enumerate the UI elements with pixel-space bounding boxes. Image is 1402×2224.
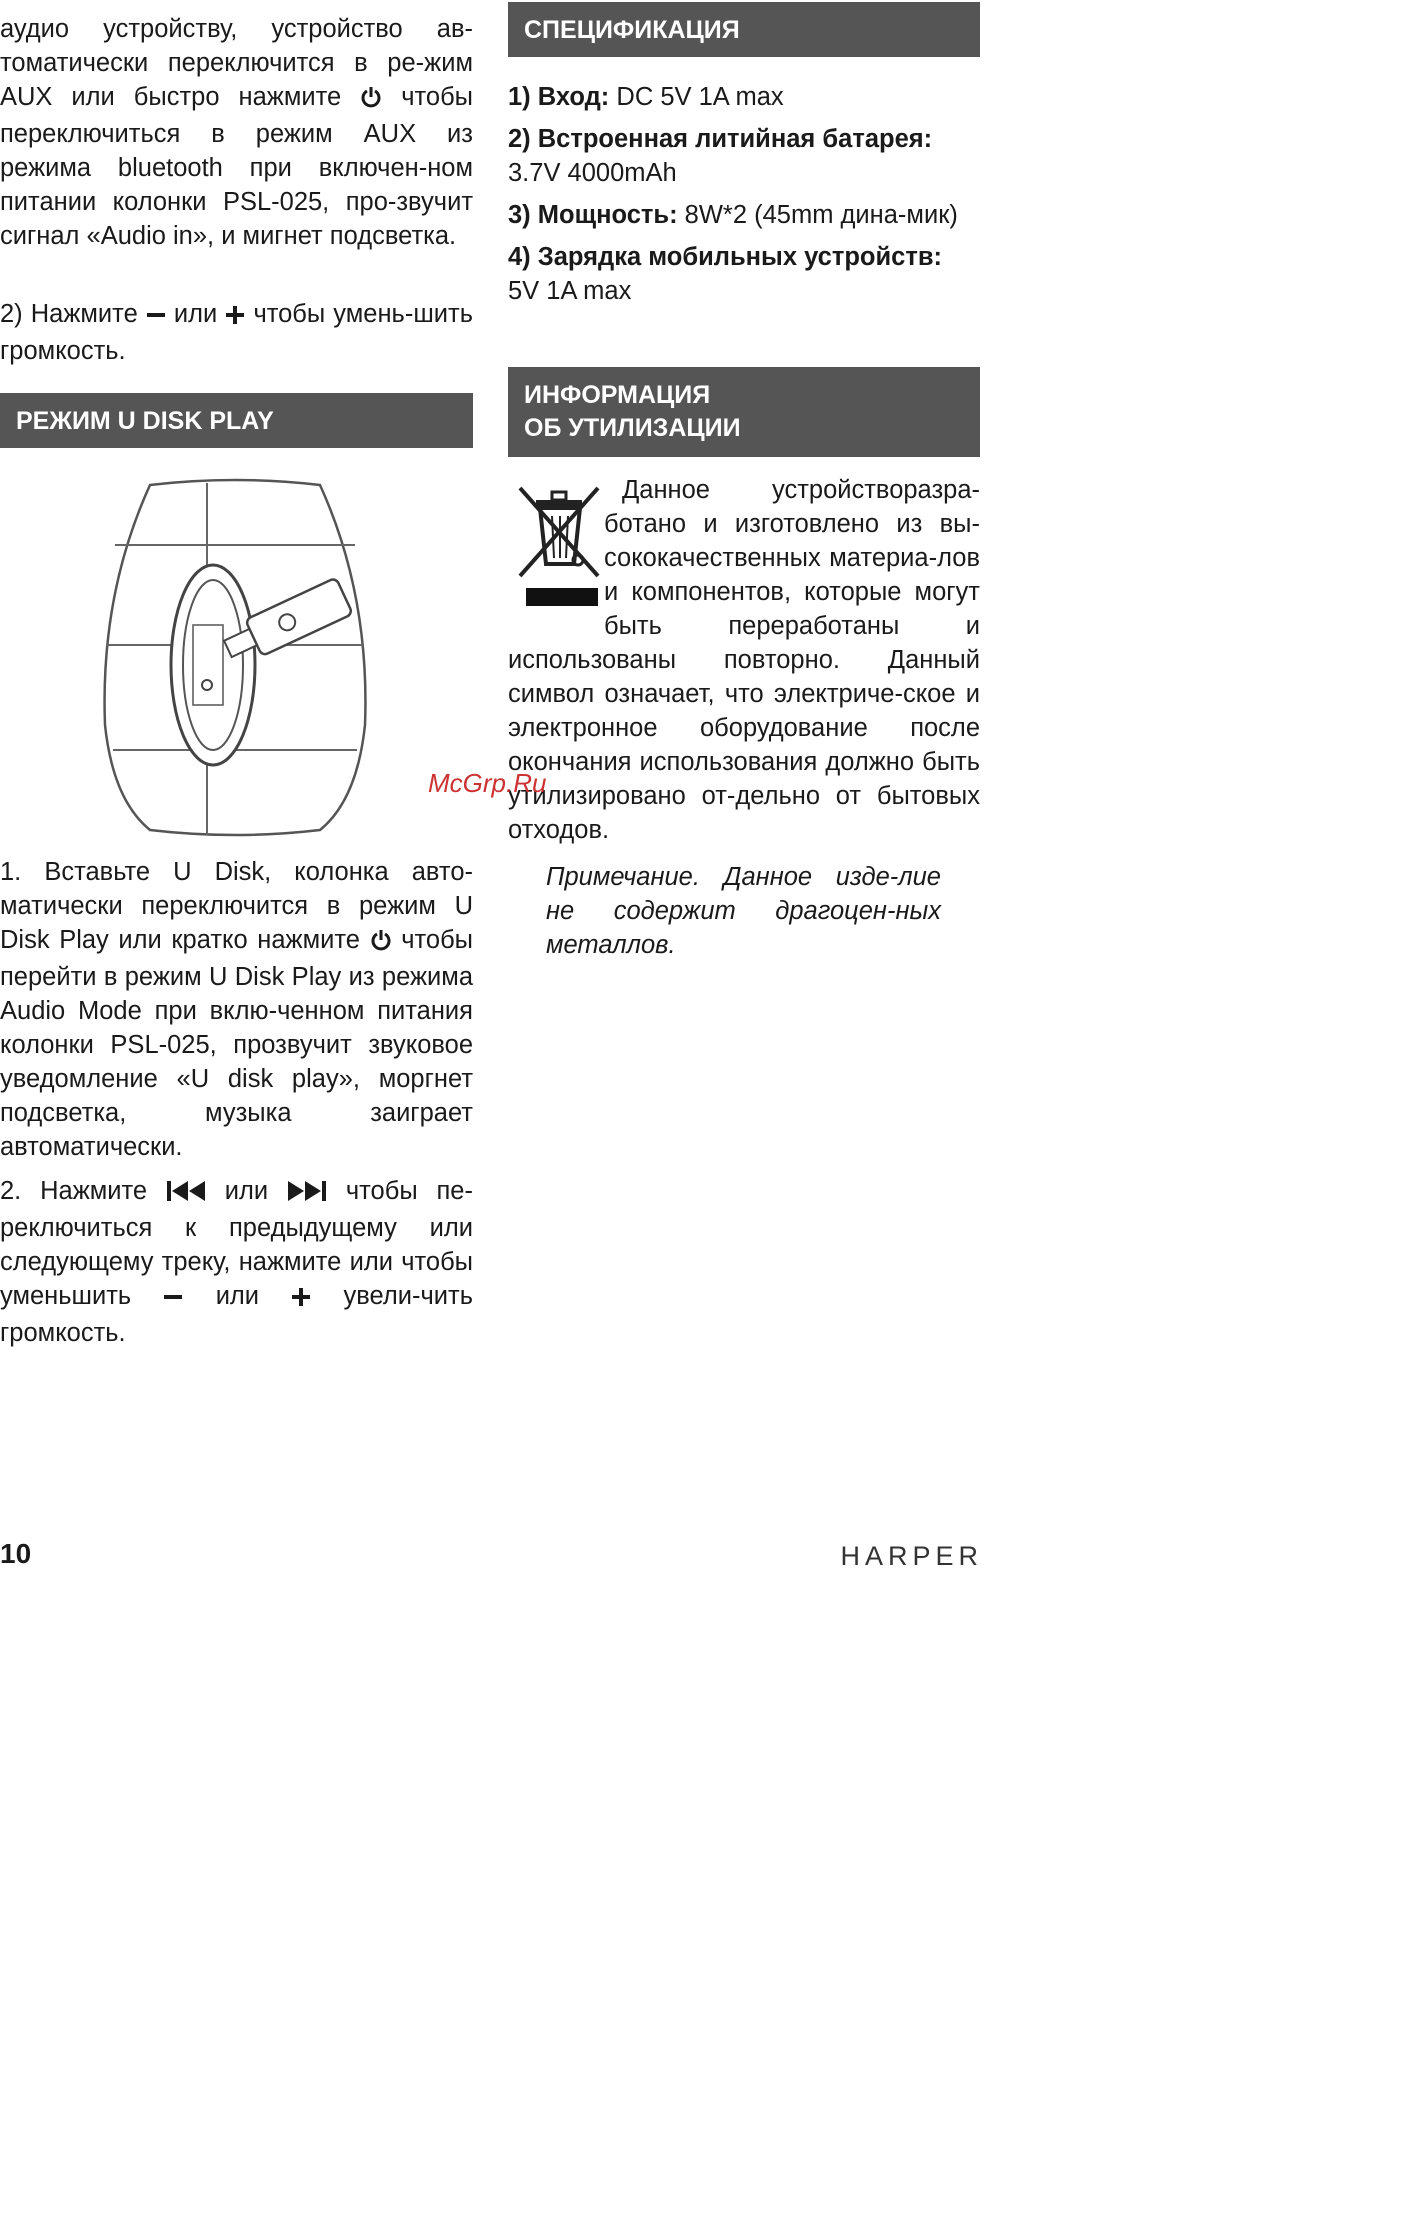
spec-list: [508, 80, 980, 308]
minus-icon: [163, 1282, 183, 1316]
power-icon: [360, 83, 382, 117]
step1-text-1: 1. Вставьте U Disk, колонка авто-матически переключится в режим U Disk Play или кратко нажмите: [0, 858, 473, 954]
plus-icon: [291, 1282, 311, 1316]
minus-icon: [146, 300, 166, 334]
brand-logo: HARPER: [840, 1541, 983, 1571]
step2-text-3: чтобы пе-реключиться к предыдущему или следующему треку, нажмите или чтобы уменьшить: [0, 1177, 473, 1310]
aux-paragraph: [0, 12, 473, 253]
spec-item-power: [508, 198, 980, 232]
step2-text-2: или: [224, 1177, 269, 1205]
disposal-header-line-2: ОБ УТИЛИЗАЦИИ: [524, 414, 741, 442]
aux-text-2: чтобы переключиться в режим AUX из режима bluetooth при включен-ном питании колонки PSL-025, про-звучит сигнал «Audio in», и мигнет подсветка.: [0, 83, 473, 250]
spec-item-charging: [508, 240, 980, 308]
step1-text-2: чтобы перейти в режим U Disk Play из режима Audio Mode при вклю-ченном питания колонки PSL-025, прозвучит звуковое уведомление «U disk play», моргнет подсветка, музыка заиграет автоматически.: [0, 926, 473, 1161]
aux-text-1: аудио устройству, устройство ав-томатически переключится в ре-жим AUX или быстро нажмите: [0, 15, 473, 111]
spec-value: 8W*2 (45mm дина-мик): [684, 201, 958, 229]
disposal-paragraph: [508, 473, 980, 847]
vol-text-1: 2) Нажмите: [0, 300, 138, 328]
spec-header: СПЕЦИФИКАЦИЯ: [508, 2, 980, 57]
disposal-header: [508, 367, 980, 457]
spec-label: 1) Вход:: [508, 83, 610, 111]
note-paragraph: Примечание. Данное изде-лие не содержит драгоцен-ных металлов.: [546, 863, 941, 959]
spec-value: 3.7V 4000mAh: [508, 159, 677, 187]
speaker-illustration: [95, 475, 375, 840]
spec-label: 4) Зарядка мобильных устройств:: [508, 243, 942, 271]
vol-text-3: чтобы умень-шить громкость.: [0, 300, 473, 365]
disposal-text: Данное устройстворазра-ботано и изготовлено из вы-сококачественных материа-лов и компонентов, которые могут быть переработаны и использованы повторно. Данный символ означает, что электриче-ское и электронное оборудование после окончания использования должно быть утилизировано от-дельно от бытовых отходов.: [508, 476, 980, 844]
volume-paragraph: [0, 297, 473, 368]
step2-text-4: или: [215, 1282, 260, 1310]
udisk-header: РЕЖИМ U DISK PLAY: [0, 393, 473, 448]
icon-spacer: [508, 473, 604, 633]
step-2-paragraph: [0, 1174, 473, 1350]
spec-value: 5V 1A max: [508, 277, 632, 305]
spec-label: 2) Встроенная литийная батарея:: [508, 125, 933, 153]
spec-item-battery: [508, 122, 980, 190]
next-track-icon: [287, 1177, 327, 1211]
watermark: McGrp.Ru: [428, 768, 547, 798]
step2-text-5: увели-чить громкость.: [0, 1282, 473, 1347]
page-number: 10: [0, 1538, 32, 1569]
plus-icon: [225, 300, 245, 334]
spec-item-input: [508, 80, 980, 114]
prev-track-icon: [166, 1177, 206, 1211]
step2-text-1: 2. Нажмите: [0, 1177, 148, 1205]
power-icon: [370, 926, 392, 960]
spec-value: DC 5V 1A max: [616, 83, 784, 111]
disposal-header-line-1: ИНФОРМАЦИЯ: [524, 381, 711, 409]
step-1-paragraph: [0, 855, 473, 1164]
spec-label: 3) Мощность:: [508, 201, 678, 229]
vol-text-2: или: [173, 300, 218, 328]
